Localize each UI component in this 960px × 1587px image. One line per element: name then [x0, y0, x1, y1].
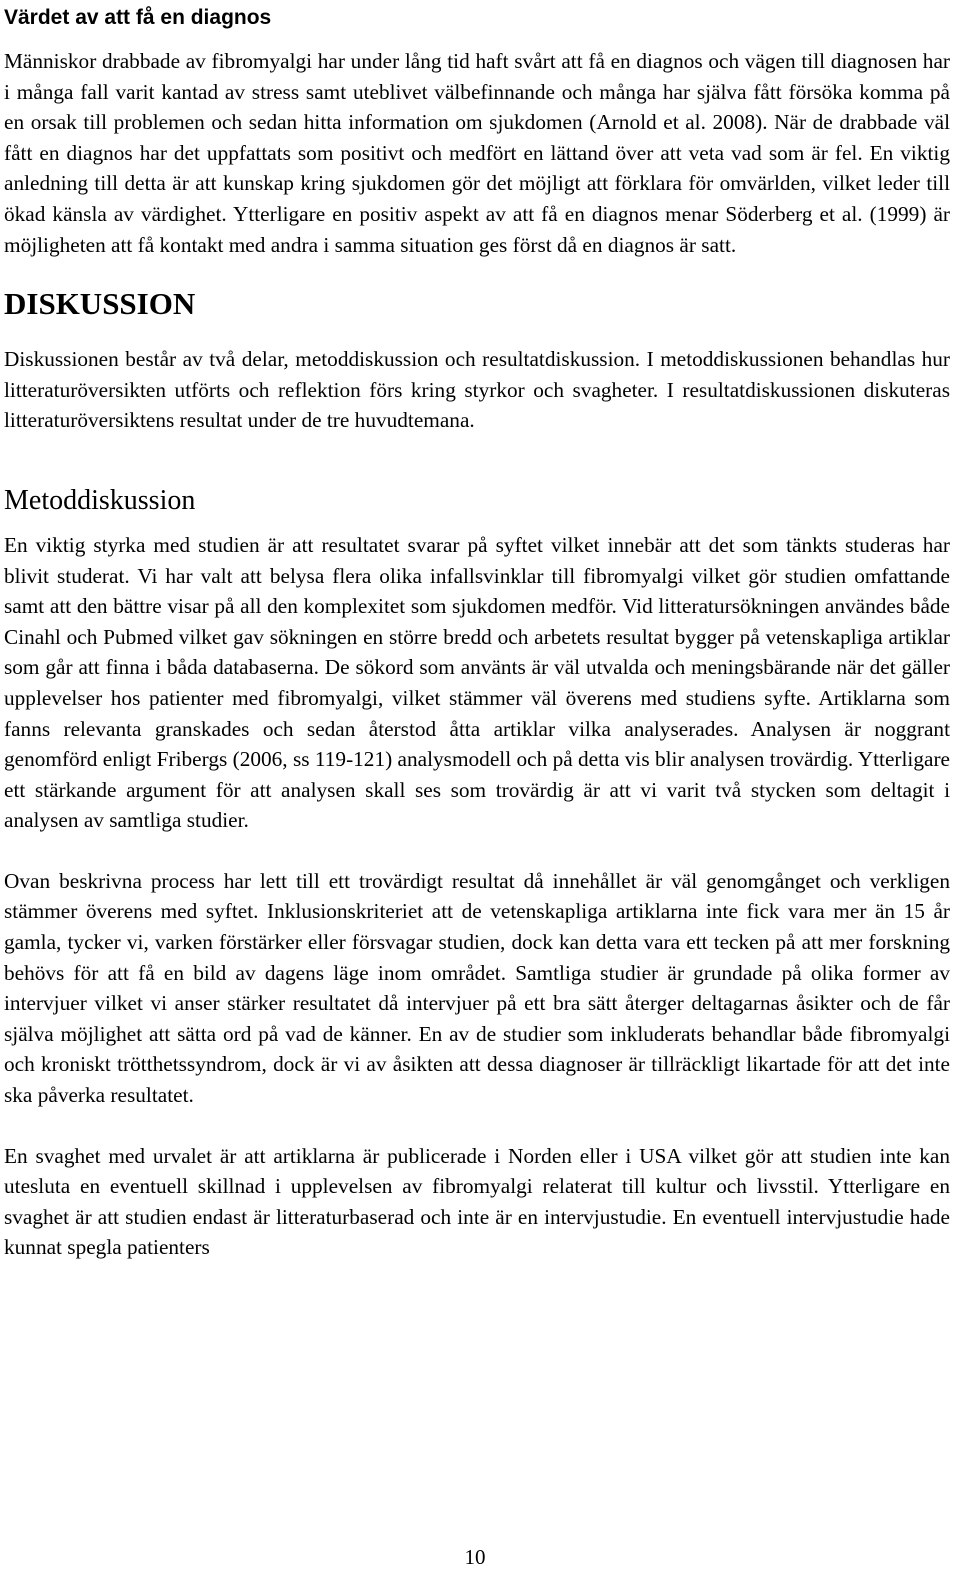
section-title-diagnosis: Värdet av att få en diagnos [4, 6, 272, 29]
paragraph-metod-1: En viktig styrka med studien är att resultatet svarar på syftet vilket innebär att det som tänkts studeras har blivit studerat. Vi har valt att belysa flera olika infallsvinklar till fibromyalgi vilket gör studien omfattande samt att den bättre visar på all den komplexitet som sjukdomen medför. Vid litteratursökningen användes både Cinahl och Pubmed vilket gav sökningen en större bredd och arbetets resultat bygger på vetenskapliga artiklar som går att finna i båda databaserna. De sökord som använts är väl utvalda och meningsbärande när det gäller upplevelser hos patienter med fibromyalgi, vilket stämmer väl överens med studiens syfte. Artiklarna som fanns relevanta granskades och sedan återstod åtta artiklar vilka analyserades. Analysen är noggrant genomförd enligt Fribergs (2006, ss 119-121) analysmodell och på detta vis blir analysen trovärdig. Ytterligare ett stärkande argument för att analysen skall ses som trovärdig är att vi varit två stycken som deltagit i analysen av samtliga studier. [4, 532, 950, 833]
heading-metoddiskussion: Metoddiskussion [4, 484, 196, 516]
paragraph-metod-3: En svaghet med urvalet är att artiklarna är publicerade i Norden eller i USA vilket gör att studien inte kan utesluta en eventuell skillnad i upplevelsen av fibromyalgi relaterat till kultur och livsstil. Ytterligare en svaghet är att studien endast är litteraturbaserad och inte är en intervjustudie. En eventuell intervjustudie hade kunnat spegla patienters [4, 1143, 950, 1260]
paragraph-metod-2: Ovan beskrivna process har lett till ett trovärdigt resultat då innehållet är väl genomgånget och verkligen stämmer överens med syftet. Inklusionskriteriet att de vetenskapliga artiklarna inte fick vara mer än 15 år gamla, tycker vi, varken förstärker eller försvagar studien, dock kan detta vara ett tecken på att mer forskning behövs för att få en bild av dagens läge inom området. Samtliga studier är grundade på olika former av intervjuer vilket vi anser stärker resultatet då intervjuer på ett bra sätt återger deltagarnas åsikter och de får själva möjlighet att sätta ord på vad de känner. En av de studier som inkluderats behandlar både fibromyalgi och kroniskt trötthetssyndrom, dock är vi av åsikten att dessa diagnoser är tillräckligt likartade för att det inte ska påverka resultatet. [4, 868, 950, 1108]
paragraph-diskussion-intro: Diskussionen består av två delar, metoddiskussion och resultatdiskussion. I metoddiskussionen behandlas hur litteraturöversikten utförts och reflektion förs kring styrkor och svagheter. I resultatdiskussionen diskuteras litteraturöversiktens resultat under de tre huvudtemana. [4, 347, 950, 433]
document-page [4, 0, 950, 1263]
heading-diskussion: DISKUSSION [4, 286, 196, 322]
page-number: 10 [464, 1545, 486, 1569]
paragraph-diagnosis: Människor drabbade av fibromyalgi har under lång tid haft svårt att få en diagnos och vägen till diagnosen har i många fall varit kantad av stress samt uteblivet välbefinnande och många har själva fått försöka komma på en orsak till problemen och sedan hitta information om sjukdomen (Arnold et al. 2008). När de drabbade väl fått en diagnos har det uppfattats som positivt och medfört en lättand över att veta vad som är fel. En viktig anledning till detta är att kunskap kring sjukdomen gör det möjligt att förklara för omvärlden, vilket leder till ökad känsla av värdighet. Ytterligare en positiv aspekt av att få en diagnos menar Söderberg et al. (1999) är möjligheten att få kontakt med andra i samma situation ges först då en diagnos är satt. [4, 49, 950, 257]
